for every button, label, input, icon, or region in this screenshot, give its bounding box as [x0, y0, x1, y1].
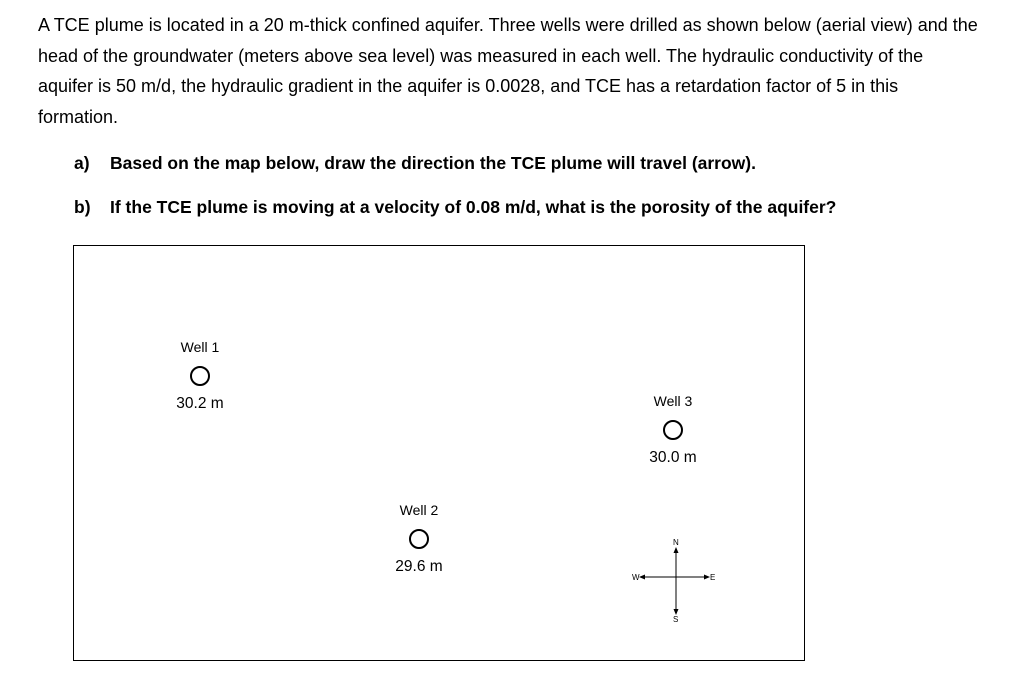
- compass-west-label: W: [632, 573, 640, 582]
- well-3: [613, 393, 733, 467]
- compass-rose: [618, 532, 738, 628]
- well-3-circle-icon: [663, 420, 683, 440]
- problem-intro: A TCE plume is located in a 20 m-thick confined aquifer. Three wells were drilled as shown below (aerial view) and the head of the groundwater (meters above sea level) was measured in each well. The hydraulic conductivity of the aquifer is 50 m/d, the hydraulic gradient in the aquifer is 0.0028, and TCE has a retardation factor of 5 in this formation.: [38, 15, 978, 127]
- well-2-name: Well 2: [399, 502, 439, 518]
- well-2: [359, 502, 479, 576]
- compass-north-label: N: [673, 538, 679, 547]
- well-2-circle-icon: [409, 529, 429, 549]
- well-1-circle-icon: [190, 366, 210, 386]
- well-1-head: 30.2 m: [176, 395, 224, 412]
- question-a-text: Based on the map below, draw the direction the TCE plume will travel (arrow).: [110, 153, 756, 173]
- question-b-text: If the TCE plume is moving at a velocity of 0.08 m/d, what is the porosity of the aquifer?: [110, 197, 837, 217]
- well-3-head: 30.0 m: [649, 449, 697, 466]
- well-2-head: 29.6 m: [395, 558, 443, 575]
- question-b: [74, 197, 836, 218]
- well-1: [140, 339, 260, 413]
- well-3-name: Well 3: [653, 393, 693, 409]
- well-1-name: Well 1: [180, 339, 220, 355]
- question-a-label: a): [74, 153, 90, 173]
- question-b-label: b): [74, 197, 91, 217]
- compass-south-label: S: [673, 615, 679, 624]
- compass-east-label: E: [710, 573, 716, 582]
- question-a: [74, 153, 756, 174]
